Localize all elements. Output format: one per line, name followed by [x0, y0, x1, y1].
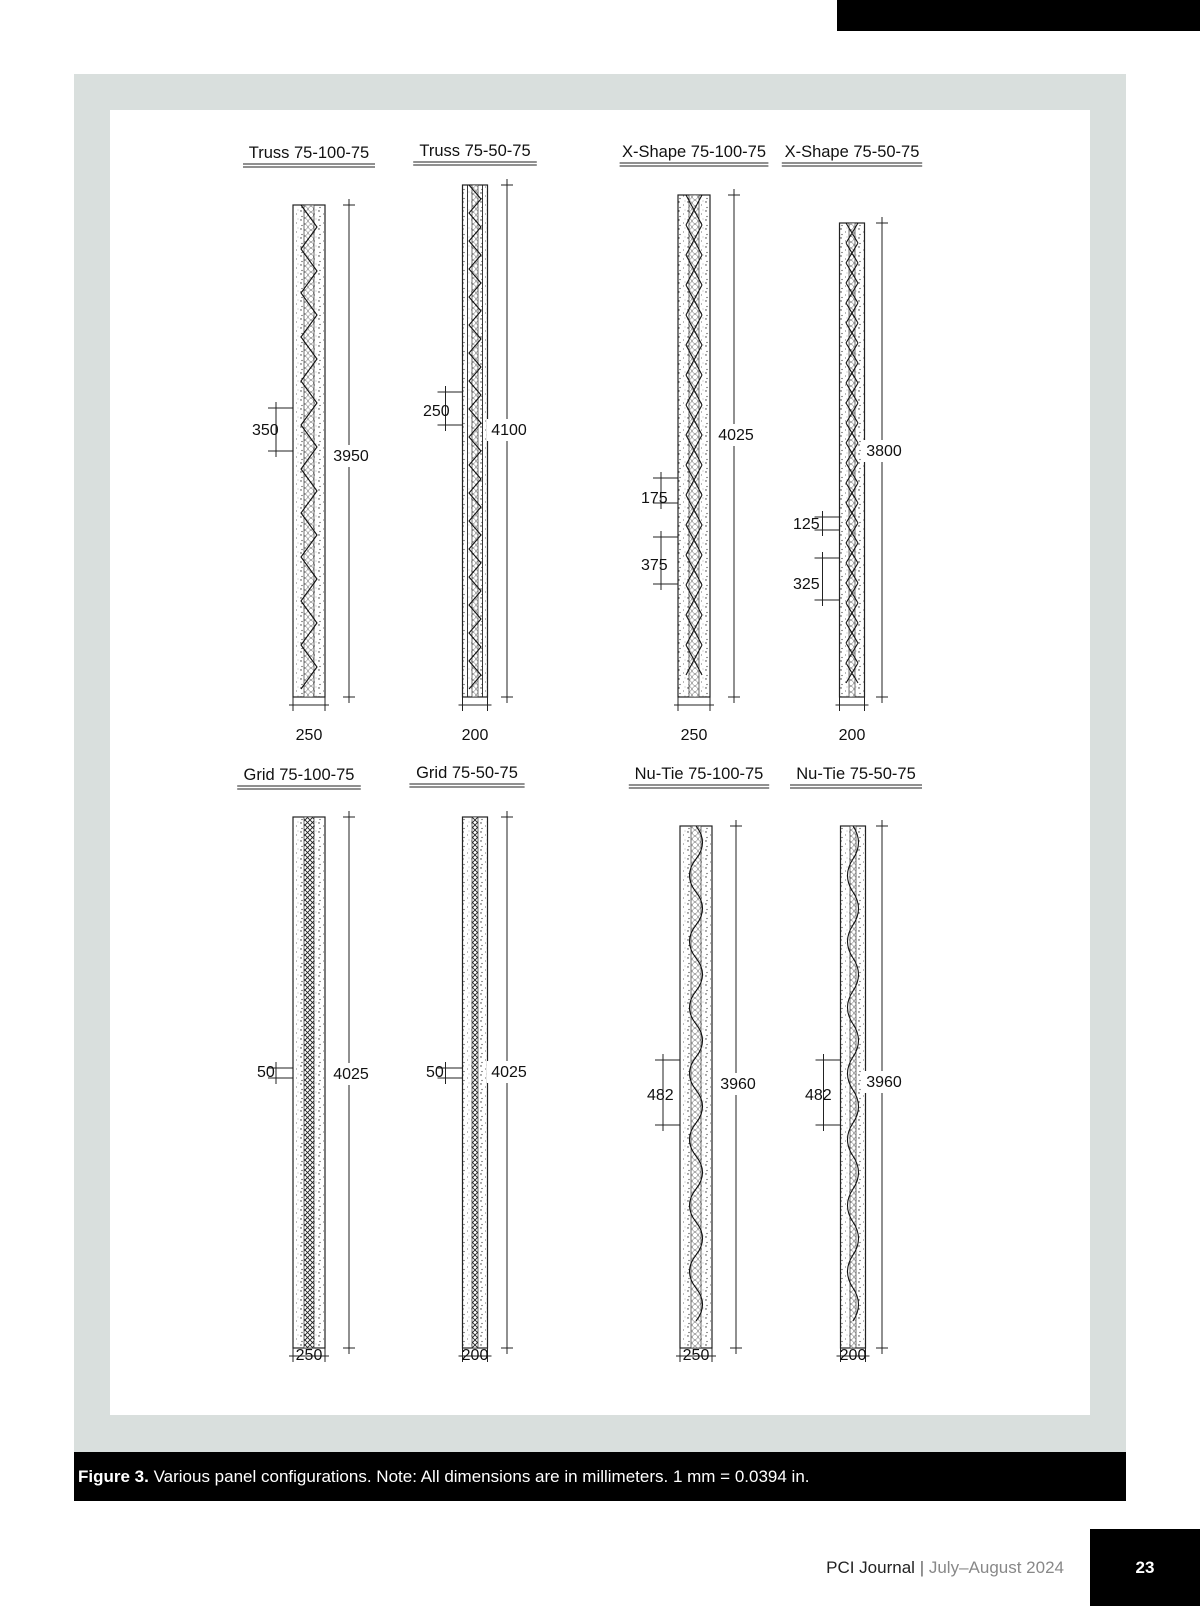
spacing-label: 50 [426, 1064, 444, 1081]
width-label: 250 [295, 727, 323, 744]
panel-title: Truss 75-50-75 [419, 142, 531, 160]
panel-title: Nu-Tie 75-50-75 [796, 765, 916, 783]
journal-name: PCI Journal [826, 1557, 915, 1577]
figure-caption [74, 1452, 1126, 1501]
panel-1 [243, 144, 375, 744]
panel-8 [790, 765, 922, 1364]
spacing-label: 325 [793, 576, 820, 593]
panel-title: Grid 75-100-75 [243, 766, 355, 784]
header-bar [837, 0, 1200, 31]
width-label: 250 [682, 1347, 710, 1364]
height-label: 3800 [866, 443, 902, 460]
height-label: 3960 [720, 1076, 756, 1093]
height-label: 4025 [333, 1066, 369, 1083]
insulation-core [304, 205, 314, 697]
width-label: 200 [839, 1347, 867, 1364]
height-label: 4025 [718, 427, 754, 444]
panel-title: Grid 75-50-75 [416, 764, 518, 782]
panel-title: X-Shape 75-50-75 [784, 143, 920, 161]
spacing-label: 125 [793, 516, 820, 533]
height-label: 3960 [866, 1074, 902, 1091]
caption-label: Figure 3. [78, 1467, 149, 1486]
insulation-core [472, 817, 478, 1348]
panel-title: X-Shape 75-100-75 [621, 143, 767, 161]
panel-4 [782, 143, 922, 744]
panel-5 [237, 766, 373, 1364]
panel-6 [409, 764, 531, 1364]
panel-3 [620, 143, 769, 744]
panel-title: Truss 75-100-75 [248, 144, 370, 162]
caption-text: Various panel configurations. Note: All dimensions are in millimeters. 1 mm = 0.0394 in. [148, 1467, 810, 1486]
height-label: 4025 [491, 1064, 527, 1081]
spacing-label: 175 [641, 490, 668, 507]
width-label: 200 [838, 727, 866, 744]
spacing-label: 482 [647, 1087, 674, 1104]
insulation-core [691, 826, 701, 1348]
spacing-label: 482 [805, 1087, 832, 1104]
spacing-label: 350 [252, 422, 279, 439]
footer-separator: | [919, 1557, 925, 1577]
insulation-core [849, 223, 855, 697]
issue-date: July–August 2024 [928, 1557, 1064, 1577]
spacing-label: 50 [257, 1064, 275, 1081]
panel-configurations-drawing [110, 110, 1090, 1415]
panel-title: Nu-Tie 75-100-75 [634, 765, 764, 783]
panel-7 [629, 765, 769, 1364]
page-number: 23 [1090, 1529, 1200, 1606]
journal-credit [826, 1558, 1064, 1578]
width-label: 200 [461, 1347, 489, 1364]
width-label: 250 [680, 727, 708, 744]
height-label: 4100 [491, 422, 527, 439]
figure-panel [110, 110, 1090, 1415]
panel-2 [413, 142, 537, 744]
insulation-core [304, 817, 314, 1348]
width-label: 200 [461, 727, 489, 744]
spacing-label: 250 [423, 403, 450, 420]
page-footer [826, 1529, 1200, 1606]
height-label: 3950 [333, 448, 369, 465]
width-label: 250 [295, 1347, 323, 1364]
spacing-label: 375 [641, 557, 668, 574]
